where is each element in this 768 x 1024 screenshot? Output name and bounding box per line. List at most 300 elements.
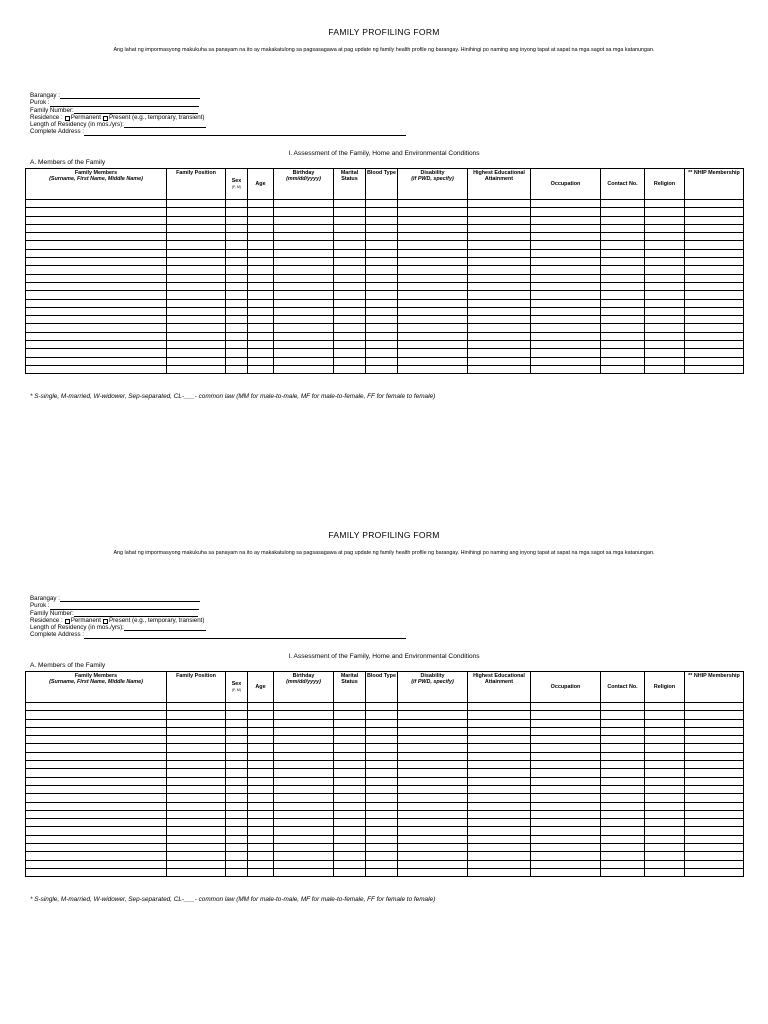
table-cell[interactable] [334, 860, 366, 868]
table-cell[interactable] [366, 761, 398, 769]
table-cell[interactable] [468, 810, 531, 818]
table-cell[interactable] [334, 208, 366, 216]
table-cell[interactable] [226, 777, 248, 785]
table-cell[interactable] [226, 785, 248, 793]
table-cell[interactable] [468, 868, 531, 876]
table-cell[interactable] [645, 332, 685, 340]
table-cell[interactable] [334, 810, 366, 818]
table-cell[interactable] [274, 852, 334, 860]
table-cell[interactable] [685, 819, 744, 827]
table-cell[interactable] [334, 752, 366, 760]
table-cell[interactable] [226, 349, 248, 357]
table-cell[interactable] [398, 752, 468, 760]
table-cell[interactable] [167, 291, 226, 299]
table-cell[interactable] [248, 200, 274, 208]
table-cell[interactable] [167, 241, 226, 249]
table-cell[interactable] [645, 224, 685, 232]
table-cell[interactable] [601, 324, 645, 332]
table-cell[interactable] [366, 341, 398, 349]
table-cell[interactable] [334, 266, 366, 274]
table-cell[interactable] [26, 307, 167, 315]
purok-field[interactable] [50, 100, 199, 107]
table-cell[interactable] [26, 208, 167, 216]
table-cell[interactable] [334, 216, 366, 224]
table-cell[interactable] [26, 744, 167, 752]
complete-address-field[interactable] [84, 632, 406, 639]
table-cell[interactable] [645, 736, 685, 744]
table-cell[interactable] [398, 744, 468, 752]
table-cell[interactable] [226, 200, 248, 208]
table-cell[interactable] [468, 794, 531, 802]
table-cell[interactable] [645, 785, 685, 793]
table-cell[interactable] [274, 349, 334, 357]
table-cell[interactable] [167, 224, 226, 232]
table-cell[interactable] [226, 249, 248, 257]
table-cell[interactable] [274, 233, 334, 241]
table-cell[interactable] [26, 852, 167, 860]
table-cell[interactable] [274, 307, 334, 315]
table-cell[interactable] [366, 224, 398, 232]
table-cell[interactable] [685, 357, 744, 365]
table-cell[interactable] [685, 324, 744, 332]
table-cell[interactable] [226, 744, 248, 752]
table-cell[interactable] [685, 299, 744, 307]
table-cell[interactable] [274, 860, 334, 868]
table-cell[interactable] [366, 860, 398, 868]
table-cell[interactable] [167, 324, 226, 332]
table-cell[interactable] [531, 868, 601, 876]
table-cell[interactable] [685, 827, 744, 835]
table-cell[interactable] [398, 711, 468, 719]
table-cell[interactable] [167, 810, 226, 818]
table-cell[interactable] [366, 291, 398, 299]
table-cell[interactable] [366, 769, 398, 777]
table-cell[interactable] [601, 299, 645, 307]
table-cell[interactable] [398, 819, 468, 827]
table-cell[interactable] [167, 769, 226, 777]
table-cell[interactable] [334, 819, 366, 827]
table-cell[interactable] [248, 249, 274, 257]
table-cell[interactable] [601, 761, 645, 769]
table-cell[interactable] [531, 316, 601, 324]
table-cell[interactable] [226, 208, 248, 216]
table-cell[interactable] [274, 216, 334, 224]
table-cell[interactable] [167, 274, 226, 282]
table-cell[interactable] [645, 349, 685, 357]
table-cell[interactable] [334, 241, 366, 249]
table-cell[interactable] [398, 332, 468, 340]
table-cell[interactable] [248, 769, 274, 777]
table-cell[interactable] [226, 241, 248, 249]
table-cell[interactable] [366, 785, 398, 793]
table-cell[interactable] [398, 761, 468, 769]
table-cell[interactable] [645, 299, 685, 307]
table-cell[interactable] [366, 241, 398, 249]
table-cell[interactable] [274, 274, 334, 282]
table-cell[interactable] [531, 761, 601, 769]
table-cell[interactable] [248, 719, 274, 727]
table-cell[interactable] [398, 299, 468, 307]
table-cell[interactable] [685, 291, 744, 299]
table-cell[interactable] [398, 291, 468, 299]
table-cell[interactable] [26, 282, 167, 290]
table-cell[interactable] [334, 274, 366, 282]
table-cell[interactable] [398, 341, 468, 349]
table-cell[interactable] [601, 736, 645, 744]
table-cell[interactable] [685, 703, 744, 711]
table-cell[interactable] [645, 794, 685, 802]
table-cell[interactable] [398, 266, 468, 274]
table-cell[interactable] [366, 200, 398, 208]
table-cell[interactable] [167, 835, 226, 843]
table-cell[interactable] [274, 291, 334, 299]
table-cell[interactable] [398, 827, 468, 835]
table-cell[interactable] [366, 208, 398, 216]
table-cell[interactable] [601, 777, 645, 785]
table-cell[interactable] [645, 200, 685, 208]
table-cell[interactable] [468, 719, 531, 727]
table-cell[interactable] [274, 810, 334, 818]
table-cell[interactable] [366, 810, 398, 818]
table-cell[interactable] [531, 844, 601, 852]
table-cell[interactable] [468, 332, 531, 340]
table-cell[interactable] [645, 241, 685, 249]
table-cell[interactable] [167, 233, 226, 241]
table-cell[interactable] [274, 827, 334, 835]
table-cell[interactable] [398, 208, 468, 216]
table-cell[interactable] [26, 299, 167, 307]
table-cell[interactable] [398, 282, 468, 290]
table-cell[interactable] [601, 282, 645, 290]
table-cell[interactable] [26, 769, 167, 777]
table-cell[interactable] [167, 827, 226, 835]
table-cell[interactable] [334, 727, 366, 735]
table-cell[interactable] [531, 860, 601, 868]
table-cell[interactable] [334, 802, 366, 810]
table-cell[interactable] [685, 761, 744, 769]
table-cell[interactable] [531, 241, 601, 249]
table-cell[interactable] [685, 785, 744, 793]
table-cell[interactable] [468, 341, 531, 349]
table-cell[interactable] [601, 208, 645, 216]
table-cell[interactable] [334, 794, 366, 802]
table-cell[interactable] [167, 819, 226, 827]
table-cell[interactable] [26, 785, 167, 793]
table-cell[interactable] [366, 794, 398, 802]
table-cell[interactable] [685, 365, 744, 373]
table-cell[interactable] [248, 703, 274, 711]
table-cell[interactable] [26, 736, 167, 744]
barangay-field[interactable] [60, 92, 200, 99]
table-cell[interactable] [334, 835, 366, 843]
table-cell[interactable] [601, 785, 645, 793]
table-cell[interactable] [398, 258, 468, 266]
table-cell[interactable] [167, 868, 226, 876]
table-cell[interactable] [248, 827, 274, 835]
table-cell[interactable] [167, 794, 226, 802]
table-cell[interactable] [398, 810, 468, 818]
table-cell[interactable] [226, 703, 248, 711]
table-cell[interactable] [226, 216, 248, 224]
table-cell[interactable] [468, 324, 531, 332]
table-cell[interactable] [531, 274, 601, 282]
table-cell[interactable] [248, 868, 274, 876]
table-cell[interactable] [645, 365, 685, 373]
table-cell[interactable] [26, 752, 167, 760]
table-cell[interactable] [398, 216, 468, 224]
table-cell[interactable] [468, 835, 531, 843]
table-cell[interactable] [468, 777, 531, 785]
table-cell[interactable] [334, 365, 366, 373]
table-cell[interactable] [248, 241, 274, 249]
table-cell[interactable] [274, 727, 334, 735]
table-cell[interactable] [274, 324, 334, 332]
table-cell[interactable] [366, 827, 398, 835]
table-cell[interactable] [26, 341, 167, 349]
table-cell[interactable] [366, 282, 398, 290]
table-cell[interactable] [167, 852, 226, 860]
table-cell[interactable] [531, 852, 601, 860]
table-cell[interactable] [398, 727, 468, 735]
table-cell[interactable] [645, 819, 685, 827]
table-cell[interactable] [167, 785, 226, 793]
table-cell[interactable] [274, 802, 334, 810]
table-cell[interactable] [645, 258, 685, 266]
table-cell[interactable] [248, 785, 274, 793]
table-cell[interactable] [398, 703, 468, 711]
table-cell[interactable] [601, 727, 645, 735]
table-cell[interactable] [366, 258, 398, 266]
table-cell[interactable] [531, 794, 601, 802]
table-cell[interactable] [274, 785, 334, 793]
table-cell[interactable] [468, 365, 531, 373]
table-cell[interactable] [226, 727, 248, 735]
table-cell[interactable] [468, 852, 531, 860]
table-cell[interactable] [167, 307, 226, 315]
table-cell[interactable] [531, 703, 601, 711]
table-cell[interactable] [248, 233, 274, 241]
table-cell[interactable] [468, 233, 531, 241]
table-cell[interactable] [248, 341, 274, 349]
table-cell[interactable] [167, 316, 226, 324]
table-cell[interactable] [601, 200, 645, 208]
table-cell[interactable] [685, 216, 744, 224]
table-cell[interactable] [601, 852, 645, 860]
table-cell[interactable] [685, 719, 744, 727]
table-cell[interactable] [274, 200, 334, 208]
table-cell[interactable] [167, 802, 226, 810]
table-cell[interactable] [601, 357, 645, 365]
table-cell[interactable] [531, 711, 601, 719]
table-cell[interactable] [601, 802, 645, 810]
table-cell[interactable] [274, 794, 334, 802]
table-cell[interactable] [334, 282, 366, 290]
table-cell[interactable] [685, 233, 744, 241]
table-cell[interactable] [167, 282, 226, 290]
table-cell[interactable] [334, 316, 366, 324]
table-cell[interactable] [226, 860, 248, 868]
table-cell[interactable] [167, 365, 226, 373]
table-cell[interactable] [645, 233, 685, 241]
table-cell[interactable] [26, 844, 167, 852]
table-cell[interactable] [167, 703, 226, 711]
table-cell[interactable] [531, 810, 601, 818]
table-cell[interactable] [366, 744, 398, 752]
complete-address-field[interactable] [84, 129, 406, 136]
table-cell[interactable] [645, 827, 685, 835]
table-cell[interactable] [274, 266, 334, 274]
table-cell[interactable] [248, 852, 274, 860]
table-cell[interactable] [685, 752, 744, 760]
table-cell[interactable] [366, 216, 398, 224]
table-cell[interactable] [274, 299, 334, 307]
table-cell[interactable] [685, 769, 744, 777]
table-cell[interactable] [645, 852, 685, 860]
table-cell[interactable] [274, 769, 334, 777]
table-cell[interactable] [645, 711, 685, 719]
table-cell[interactable] [531, 785, 601, 793]
table-cell[interactable] [531, 819, 601, 827]
table-cell[interactable] [685, 307, 744, 315]
table-cell[interactable] [226, 794, 248, 802]
table-cell[interactable] [531, 324, 601, 332]
table-cell[interactable] [167, 208, 226, 216]
table-cell[interactable] [274, 711, 334, 719]
table-cell[interactable] [167, 349, 226, 357]
table-cell[interactable] [685, 258, 744, 266]
table-cell[interactable] [248, 291, 274, 299]
table-cell[interactable] [685, 208, 744, 216]
table-cell[interactable] [226, 291, 248, 299]
table-cell[interactable] [248, 216, 274, 224]
table-cell[interactable] [601, 266, 645, 274]
table-cell[interactable] [531, 752, 601, 760]
table-cell[interactable] [26, 332, 167, 340]
family-number-field[interactable] [74, 610, 198, 617]
table-cell[interactable] [468, 349, 531, 357]
table-cell[interactable] [531, 777, 601, 785]
table-cell[interactable] [248, 324, 274, 332]
table-cell[interactable] [398, 349, 468, 357]
table-cell[interactable] [248, 794, 274, 802]
table-cell[interactable] [685, 266, 744, 274]
table-cell[interactable] [366, 266, 398, 274]
table-cell[interactable] [601, 216, 645, 224]
table-cell[interactable] [26, 835, 167, 843]
table-cell[interactable] [167, 752, 226, 760]
table-cell[interactable] [334, 719, 366, 727]
table-cell[interactable] [226, 282, 248, 290]
table-cell[interactable] [366, 868, 398, 876]
table-cell[interactable] [398, 844, 468, 852]
table-cell[interactable] [366, 349, 398, 357]
table-cell[interactable] [601, 249, 645, 257]
table-cell[interactable] [645, 341, 685, 349]
table-cell[interactable] [398, 785, 468, 793]
table-cell[interactable] [167, 777, 226, 785]
table-cell[interactable] [601, 752, 645, 760]
family-number-field[interactable] [74, 107, 198, 114]
table-cell[interactable] [601, 769, 645, 777]
table-cell[interactable] [601, 868, 645, 876]
table-cell[interactable] [468, 357, 531, 365]
table-cell[interactable] [601, 719, 645, 727]
table-cell[interactable] [398, 365, 468, 373]
table-cell[interactable] [685, 316, 744, 324]
table-cell[interactable] [468, 769, 531, 777]
table-cell[interactable] [274, 365, 334, 373]
table-cell[interactable] [531, 727, 601, 735]
table-cell[interactable] [226, 736, 248, 744]
table-cell[interactable] [26, 266, 167, 274]
table-cell[interactable] [366, 835, 398, 843]
table-cell[interactable] [531, 208, 601, 216]
table-cell[interactable] [167, 719, 226, 727]
table-cell[interactable] [26, 819, 167, 827]
table-cell[interactable] [26, 249, 167, 257]
table-cell[interactable] [274, 258, 334, 266]
table-cell[interactable] [531, 233, 601, 241]
table-cell[interactable] [334, 703, 366, 711]
table-cell[interactable] [248, 349, 274, 357]
table-cell[interactable] [274, 703, 334, 711]
table-cell[interactable] [26, 827, 167, 835]
table-cell[interactable] [366, 844, 398, 852]
table-cell[interactable] [248, 332, 274, 340]
table-cell[interactable] [601, 274, 645, 282]
table-cell[interactable] [398, 860, 468, 868]
table-cell[interactable] [226, 266, 248, 274]
table-cell[interactable] [645, 249, 685, 257]
table-cell[interactable] [226, 810, 248, 818]
table-cell[interactable] [601, 794, 645, 802]
table-cell[interactable] [685, 349, 744, 357]
table-cell[interactable] [366, 249, 398, 257]
table-cell[interactable] [645, 761, 685, 769]
table-cell[interactable] [274, 341, 334, 349]
table-cell[interactable] [26, 324, 167, 332]
table-cell[interactable] [601, 744, 645, 752]
table-cell[interactable] [248, 274, 274, 282]
table-cell[interactable] [274, 736, 334, 744]
table-cell[interactable] [531, 357, 601, 365]
table-cell[interactable] [274, 835, 334, 843]
table-cell[interactable] [398, 224, 468, 232]
table-cell[interactable] [274, 282, 334, 290]
table-cell[interactable] [468, 258, 531, 266]
table-cell[interactable] [398, 307, 468, 315]
table-cell[interactable] [531, 349, 601, 357]
table-cell[interactable] [167, 341, 226, 349]
table-cell[interactable] [398, 274, 468, 282]
table-cell[interactable] [685, 736, 744, 744]
table-cell[interactable] [26, 802, 167, 810]
table-cell[interactable] [226, 299, 248, 307]
table-cell[interactable] [601, 224, 645, 232]
table-cell[interactable] [334, 307, 366, 315]
table-cell[interactable] [531, 258, 601, 266]
table-cell[interactable] [645, 860, 685, 868]
table-cell[interactable] [645, 802, 685, 810]
table-cell[interactable] [601, 819, 645, 827]
table-cell[interactable] [366, 365, 398, 373]
table-cell[interactable] [685, 274, 744, 282]
table-cell[interactable] [366, 736, 398, 744]
table-cell[interactable] [601, 835, 645, 843]
table-cell[interactable] [26, 777, 167, 785]
table-cell[interactable] [167, 860, 226, 868]
table-cell[interactable] [645, 844, 685, 852]
